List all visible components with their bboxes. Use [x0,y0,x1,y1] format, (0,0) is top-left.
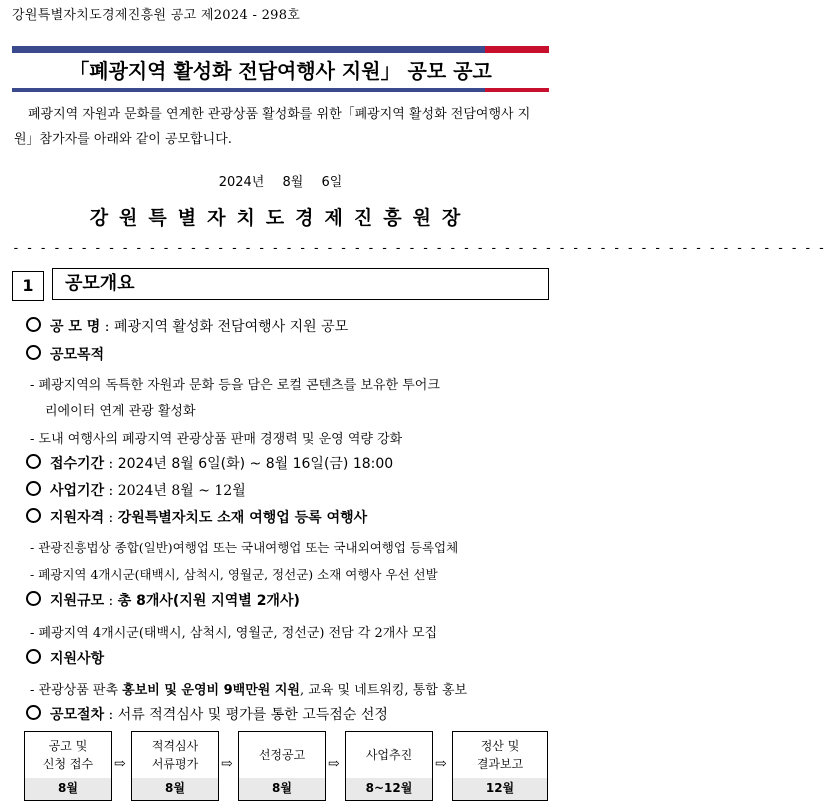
purpose-line-1: - 폐광지역의 독특한 자원과 문화 등을 담은 로컬 콘텐츠를 보유한 투어크 [30,378,440,393]
purpose-line-2: - 도내 여행사의 폐광지역 관광상품 판매 경쟁력 및 운영 역량 강화 [30,432,403,447]
process-step-5: 정산 및 결과보고 [452,731,548,779]
item-support: 지원사항 [26,648,104,668]
intro-paragraph: 폐광지역 자원과 문화를 연계한 관광상품 활성화를 위한「폐광지역 활성화 전담여행사 지원」참가자를 아래와 같이 공모합니다. [14,107,531,147]
circle-bullet-icon [26,705,41,720]
process-step-1: 공고 및 신청 접수 [24,731,112,779]
divider: - - - - - - - - - - - - - - - - - - - - - - - - - - - - - - - - - - - - - - - - - - - - - - - - - - - - - - - - - - - - [12,241,824,256]
support-line-1: - 관광상품 판촉 홍보비 및 운영비 9백만원 지원, 교육 및 네트워킹, 통합 홍보 [30,683,468,698]
process-step-2: 적격심사 서류평가 [131,731,219,779]
issuer-name: 강원특별자치도경제진흥원장 [89,207,472,229]
process-step-3-month: 8월 [238,778,326,801]
circle-bullet-icon [26,508,41,523]
circle-bullet-icon [26,454,41,469]
process-step-4-month: 8~12월 [345,778,433,801]
circle-bullet-icon [26,649,41,664]
item-qualification: 지원자격 : 강원특별자치도 소재 여행업 등록 여행사 [26,507,367,527]
item-name: 공 모 명 : 폐광지역 활성화 전담여행사 지원 공모 [26,316,348,336]
item-scale: 지원규모 : 총 8개사(지원 지역별 2개사) [26,590,300,610]
process-step-4: 사업추진 [345,731,433,779]
scale-line-1: - 폐광지역 4개시군(태백시, 삼척시, 영월군, 정선군) 전담 각 2개사 모집 [30,626,438,641]
page-title: 「폐광지역 활성화 전담여행사 지원」 공모 공고 [69,59,492,83]
process-step-3: 선정공고 [238,731,326,779]
process-step-5-month: 12월 [452,778,548,801]
section-number: 1 [12,271,44,301]
circle-bullet-icon [26,591,41,606]
right-arrow-icon: ⇨ [435,756,447,772]
qual-line-2: - 폐광지역 4개시군(태백시, 삼척시, 영월군, 정선군) 소재 여행사 우선 선발 [30,567,438,582]
title-top-bar [12,46,549,53]
circle-bullet-icon [26,317,41,332]
circle-bullet-icon [26,345,41,360]
item-purpose: 공모목적 [26,344,104,364]
notice-number: 강원특별자치도경제진흥원 공고 제2024 - 298호 [12,8,301,23]
item-period: 접수기간 : 2024년 8월 6일(화) ~ 8월 16일(금) 18:00 [26,453,393,473]
right-arrow-icon: ⇨ [221,756,233,772]
item-procedure: 공모절차 : 서류 적격심사 및 평가를 통한 고득점순 선정 [26,704,388,724]
purpose-line-1-cont: 리에이터 연계 관광 활성화 [45,404,196,419]
process-step-1-month: 8월 [24,778,112,801]
right-arrow-icon: ⇨ [328,756,340,772]
announcement-date: 2024년 8월 6일 [218,175,343,190]
item-biz-period: 사업기간 : 2024년 8월 ~ 12월 [26,480,246,500]
process-step-2-month: 8월 [131,778,219,801]
circle-bullet-icon [26,481,41,496]
qual-line-1: - 관광진흥법상 종합(일반)여행업 또는 국내여행업 또는 국내외여행업 등록업체 [30,540,459,555]
right-arrow-icon: ⇨ [114,756,126,772]
section-title: 공모개요 [52,268,549,300]
title-bottom-bar [12,88,549,92]
